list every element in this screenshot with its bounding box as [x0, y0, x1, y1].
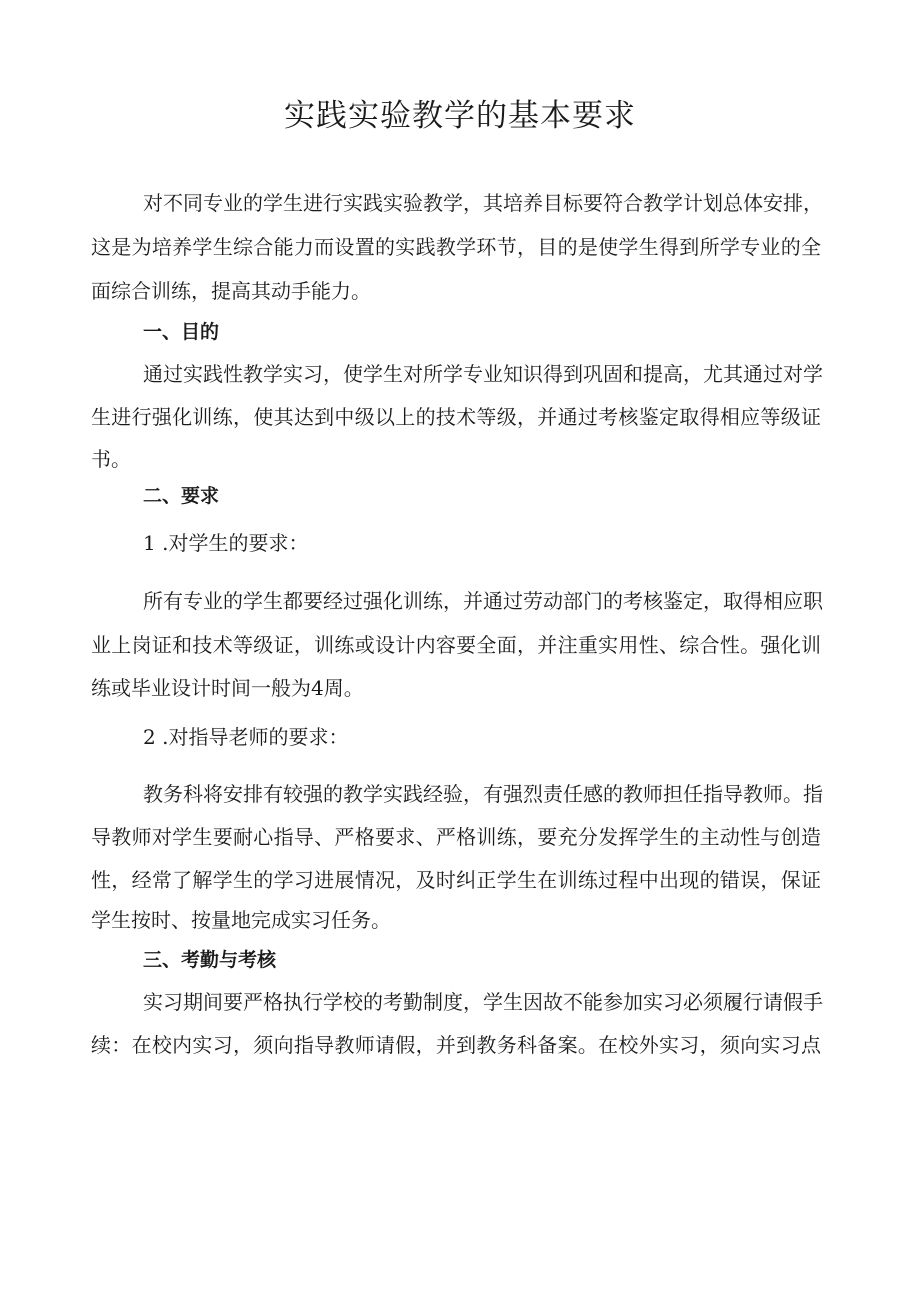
section-heading-purpose: 一、目的 [143, 321, 220, 343]
teacher-req-line-4: 学生按时、按量地完成实习任务。 [91, 908, 391, 932]
attendance-line-1: 实习期间要严格执行学校的考勤制度，学生因故不能参加实习必须履行请假手 [143, 990, 823, 1014]
teacher-req-line-2: 导教师对学生要耐心指导、严格要求、严格训练，要充分发挥学生的主动性与创造 [91, 825, 821, 849]
student-req-line-3: 练或毕业设计时间一般为4周。 [91, 676, 364, 700]
purpose-line-1: 通过实践性教学实习，使学生对所学专业知识得到巩固和提高，尤其通过对学 [143, 362, 823, 386]
student-req-line-1: 所有专业的学生都要经过强化训练，并通过劳动部门的考核鉴定，取得相应职 [143, 589, 823, 613]
student-requirements-label: 1 .对学生的要求： [143, 531, 309, 555]
purpose-line-2: 生进行强化训练，使其达到中级以上的技术等级，并通过考核鉴定取得相应等级证 [91, 405, 821, 429]
intro-line-2: 这是为培养学生综合能力而设置的实践教学环节，目的是使学生得到所学专业的全 [91, 235, 821, 259]
section-heading-requirements: 二、要求 [143, 485, 220, 507]
teacher-requirements-label: 2 .对指导老师的要求： [143, 725, 349, 749]
intro-line-3: 面综合训练，提高其动手能力。 [91, 279, 371, 303]
intro-line-1: 对不同专业的学生进行实践实验教学，其培养目标要符合教学计划总体安排， [143, 191, 823, 215]
document-title: 实践实验教学的基本要求 [284, 98, 636, 134]
section-heading-attendance: 三、考勤与考核 [143, 949, 277, 971]
teacher-req-line-1: 教务科将安排有较强的教学实践经验，有强烈责任感的教师担任指导教师。指 [143, 782, 823, 806]
attendance-line-2: 续：在校内实习，须向指导教师请假，并到教务科备案。在校外实习，须向实习点 [91, 1033, 821, 1057]
student-req-line-2: 业上岗证和技术等级证，训练或设计内容要全面，并注重实用性、综合性。强化训 [91, 633, 821, 657]
teacher-req-line-3: 性，经常了解学生的学习进展情况，及时纠正学生在训练过程中出现的错误，保证 [91, 868, 821, 892]
purpose-line-3: 书。 [91, 447, 131, 471]
